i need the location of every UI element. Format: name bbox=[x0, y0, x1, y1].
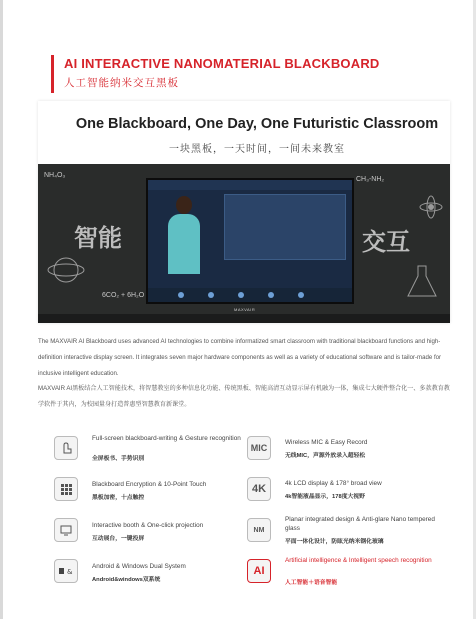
gesture-icon bbox=[54, 436, 78, 460]
nm-icon: NM bbox=[247, 518, 271, 542]
teacher-figure bbox=[162, 196, 208, 290]
blackboard-image bbox=[38, 164, 450, 323]
chalk-flask-icon bbox=[402, 262, 442, 302]
chalk-formula: NH₄O₃ bbox=[44, 172, 66, 179]
feature-subtitle: 4k智能液晶显示，178度大视野 bbox=[285, 494, 365, 500]
chalk-formula: CH₃-NH₂ bbox=[356, 176, 385, 183]
screen-content-panel bbox=[224, 194, 346, 260]
feature-title: 4k LCD display & 178° broad view bbox=[285, 480, 382, 487]
chalk-drawing-icon bbox=[46, 248, 86, 292]
feature-subtitle: 无线MIC，声源外放录入超轻松 bbox=[285, 453, 366, 459]
screen-toolbar bbox=[148, 288, 352, 302]
feature-title: Blackboard Encryption & 10-Point Touch bbox=[92, 481, 207, 488]
page-title: AI INTERACTIVE NANOMATERIAL BLACKBOARD bbox=[64, 56, 380, 71]
display-screen bbox=[146, 178, 354, 304]
hero-title: One Blackboard, One Day, One Futuristic Classroom bbox=[75, 116, 439, 132]
keypad-icon bbox=[54, 477, 78, 501]
description-cn: MAXVAIR AI黑板结合人工智能技术，将智慧教室的多种信息化功能、传统黑板、智能高清互动显示屏有机融为一体，集成七大硬件整合化一、多款教育教学软件于其内，为校园量身打造普惠型智慧教育新课堂。 bbox=[38, 385, 450, 408]
feature-subtitle: 平面一体化设计，防眩光纳米钢化玻璃 bbox=[285, 539, 384, 545]
feature-title: Full-screen blackboard-writing & Gesture recognition bbox=[92, 435, 241, 442]
brand-logo: MAXVAIR bbox=[234, 307, 256, 312]
description-en: The MAXVAIR AI Blackboard uses advanced AI technologies to combine informatized smart classroom with traditional blackboard functions and high-definition interactive display screen. It integrates seven major hardware components as well as a variety of educational software and is tailor-made for inclusive intelligent education. bbox=[38, 338, 442, 377]
left-border bbox=[0, 0, 3, 619]
chalk-atom-icon bbox=[418, 194, 444, 220]
feature-subtitle: 互动展台，一键投屏 bbox=[92, 536, 145, 542]
title-accent-bar bbox=[51, 55, 54, 93]
feature-title: Interactive booth & One-click projection bbox=[92, 522, 204, 529]
ai-icon: AI bbox=[247, 559, 271, 583]
mic-icon: MIC bbox=[247, 436, 271, 460]
chalk-text-right: 交互 bbox=[362, 229, 410, 256]
board-tray bbox=[38, 314, 450, 323]
svg-text:&: & bbox=[67, 568, 73, 576]
feature-title: Artificial intelligence & Intelligent speech recognition bbox=[285, 557, 432, 564]
feature-subtitle: Android&windows双系统 bbox=[92, 577, 161, 583]
feature-title: Android & Windows Dual System bbox=[92, 563, 186, 570]
feature-title: Planar integrated design & Anti-glare Nano tempered glass bbox=[285, 516, 435, 532]
4k-icon: 4K bbox=[247, 477, 271, 501]
chalk-text-left: 智能 bbox=[74, 225, 122, 252]
hero-subtitle: 一块黑板，一天时间，一间未来教室 bbox=[169, 144, 345, 155]
page-subtitle: 人工智能纳米交互黑板 bbox=[64, 77, 179, 89]
feature-subtitle: 人工智能＋语音智能 bbox=[285, 580, 338, 586]
feature-subtitle: 全屏板书、手势识别 bbox=[92, 456, 145, 462]
screen-topbar bbox=[148, 180, 352, 190]
hero-card bbox=[38, 101, 450, 323]
feature-title: Wireless MIC & Easy Record bbox=[285, 439, 368, 446]
feature-subtitle: 黑板加密，十点触控 bbox=[92, 495, 145, 501]
chalk-formula: 6CO₂ + 6H₂O bbox=[102, 292, 145, 299]
dual-os-icon bbox=[54, 559, 78, 583]
projection-icon bbox=[54, 518, 78, 542]
